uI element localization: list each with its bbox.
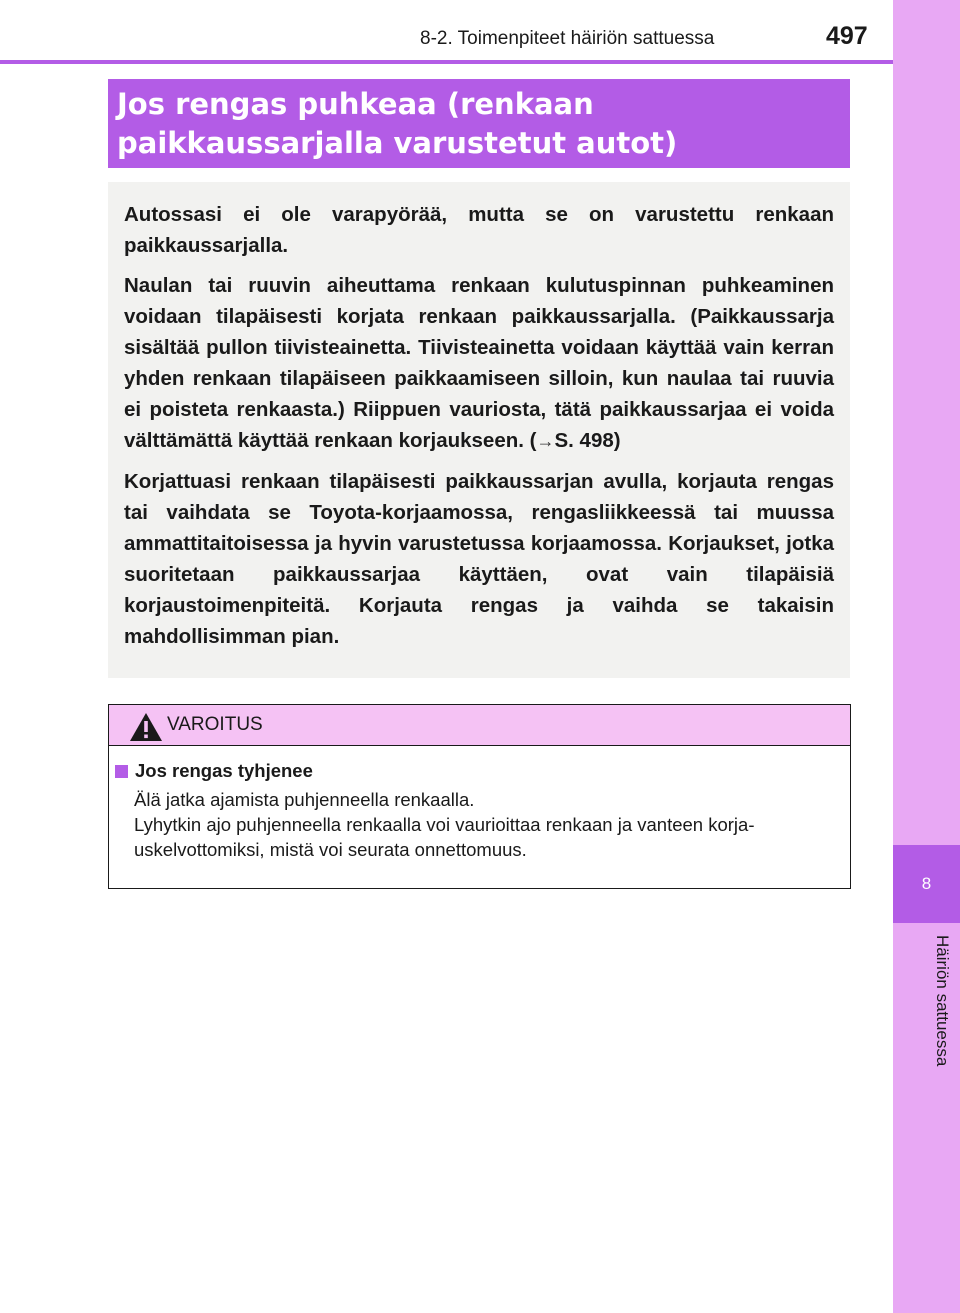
square-bullet-icon	[115, 765, 128, 778]
chapter-number: 8	[893, 845, 960, 923]
page-reference: S. 498)	[554, 429, 621, 452]
warning-text	[134, 787, 836, 862]
page-heading	[108, 79, 850, 168]
arrow-right-icon: →	[536, 431, 555, 451]
chapter-label: Häiriön sattuessa	[933, 935, 952, 1067]
warning-text-line-3: uskelvottomiksi, mistä voi seurata onnettomuus.	[134, 839, 527, 860]
intro-paragraph-2	[124, 270, 834, 457]
page-heading-line-1: Jos rengas puhkeaa (renkaan	[117, 87, 594, 121]
warning-box	[108, 704, 851, 889]
section-title: 8-2. Toimenpiteet häiriön sattuessa	[420, 28, 715, 49]
warning-body	[109, 746, 850, 862]
warning-text-line-2: Lyhytkin ajo puhjenneella renkaalla voi vaurioittaa renkaan ja vanteen korja-	[134, 814, 755, 835]
intro-paragraph-3: Korjattuasi renkaan tilapäisesti paikkaussarjan avulla, korjauta rengas tai vaihdata se Toyota-korjaamossa, rengasliikkeessä tai muussa ammattitaitoisessa ja hyvin varustetussa korjaamossa. Korjaukset, jotka suoritetaan paikkaussarjaa käyttäen, ovat vain tilapäisiä korjaustoimenpiteitä. Korjauta rengas ja vaihda se takaisin mahdollisimman pian.	[124, 470, 834, 648]
page-heading-line-2: paikkaussarjalla varustetut autot)	[117, 126, 678, 160]
warning-subheading	[115, 760, 836, 782]
warning-text-line-1: Älä jatka ajamista puhjenneella renkaalla.	[134, 789, 475, 810]
page-number: 497	[826, 22, 868, 50]
warning-triangle-icon	[129, 712, 163, 742]
intro-panel	[108, 182, 850, 678]
intro-paragraph-2-text: Naulan tai ruuvin aiheuttama renkaan kulutuspinnan puhkeaminen voidaan tilapäisesti korjata renkaan paikkaussarjalla. (Paikkaussarja sisältää pullon tiivisteainetta. Tiivisteainetta voidaan käyttää vain kerran yhden renkaan tilapäiseen paikkaamiseen silloin, kun naulaa tai ruuvia ei poisteta renkaasta.) Riippuen vauriosta, tätä paikkaussarjaa ei voida välttämättä käyttää renkaan korjaukseen. (	[124, 274, 834, 452]
intro-paragraph-1: Autossasi ei ole varapyörää, mutta se on varustettu renkaan paikkaussarjalla.	[124, 203, 834, 257]
warning-subheading-text: Jos rengas tyhjenee	[135, 760, 313, 781]
warning-title: VAROITUS	[167, 714, 263, 735]
warning-header	[109, 705, 850, 746]
chapter-side-tab	[893, 0, 960, 1313]
header-divider	[0, 60, 893, 64]
